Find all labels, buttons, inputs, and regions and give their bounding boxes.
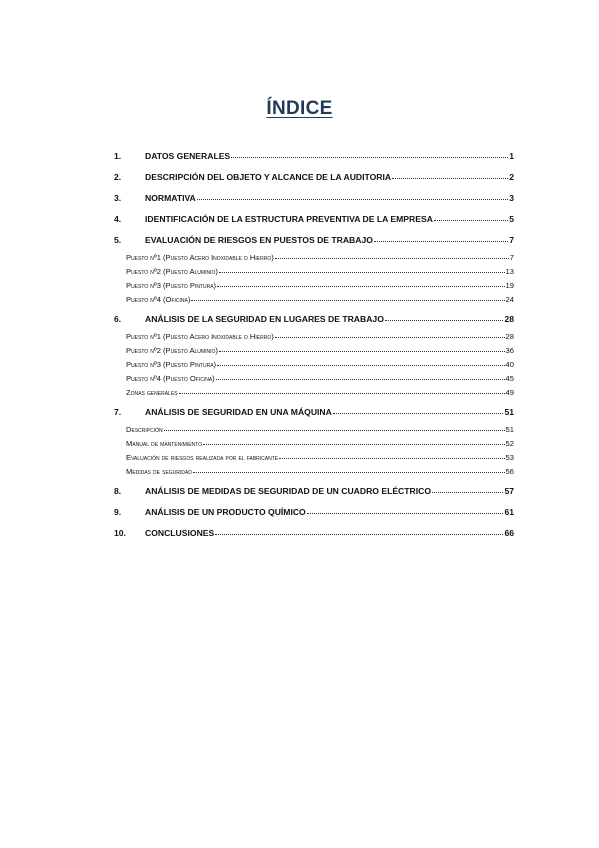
- dot-leader: [392, 177, 508, 179]
- toc-entry-label: IDENTIFICACIÓN DE LA ESTRUCTURA PREVENTIVA DE LA EMPRESA: [145, 214, 433, 224]
- toc-subentry-page: 53: [505, 453, 514, 462]
- toc-subentry-label: Evaluación de riesgos realizada por el fabricante: [126, 453, 279, 462]
- dot-leader: [432, 491, 503, 493]
- toc-subentry[interactable]: [126, 423, 514, 437]
- dot-leader: [193, 471, 505, 473]
- toc-subentry-page: 19: [505, 281, 514, 290]
- dot-leader: [374, 240, 508, 242]
- dot-leader: [215, 533, 503, 535]
- toc-entry-label: ANÁLISIS DE MEDIDAS DE SEGURIDAD DE UN CUADRO ELÉCTRICO: [145, 486, 431, 496]
- toc-subentry-page: 36: [505, 346, 514, 355]
- dot-leader: [219, 350, 505, 352]
- toc-subentry[interactable]: [126, 465, 514, 479]
- toc-entry-label: ANÁLISIS DE LA SEGURIDAD EN LUGARES DE TRABAJO: [145, 314, 384, 324]
- toc-entry-label: ANÁLISIS DE SEGURIDAD EN UNA MÁQUINA: [145, 407, 332, 417]
- toc-subentry-page: 45: [505, 374, 514, 383]
- toc-subentry-label: Manual de mantenimiento: [126, 439, 203, 448]
- toc-entry-page: 61: [504, 507, 514, 517]
- toc-subentry[interactable]: [126, 386, 514, 400]
- toc-subentries: [114, 251, 514, 307]
- toc-entry-number: 10.: [114, 528, 126, 538]
- toc-subentry-page: 40: [505, 360, 514, 369]
- toc-subentry[interactable]: [126, 251, 514, 265]
- toc-subentry-label: Medidas de seguridad: [126, 467, 192, 476]
- toc-subentry-label: Descripción: [126, 425, 163, 434]
- toc-entry-page: 5: [509, 214, 514, 224]
- toc-entry-label: EVALUACIÓN DE RIESGOS EN PUESTOS DE TRABAJO: [145, 235, 373, 245]
- dot-leader: [217, 364, 504, 366]
- toc-entry-number: 5.: [114, 235, 122, 245]
- table-of-contents: [114, 148, 514, 546]
- toc-entry-number: 1.: [114, 151, 122, 161]
- dot-leader: [231, 156, 508, 158]
- toc-entry-number: 6.: [114, 314, 122, 324]
- toc-subentry-page: 52: [505, 439, 514, 448]
- toc-entry-number: 4.: [114, 214, 122, 224]
- toc-subentry-label: Puesto nº1 (Puesto Acero Inoxidable o Hierro): [126, 253, 274, 262]
- toc-subentry-label: Puesto nº2 (Puesto Aluminio): [126, 346, 218, 355]
- toc-entry[interactable]: [114, 211, 514, 232]
- toc-subentry[interactable]: [126, 344, 514, 358]
- toc-entry[interactable]: [114, 169, 514, 190]
- toc-entry-page: 2: [509, 172, 514, 182]
- toc-entry[interactable]: [114, 525, 514, 546]
- index-title: ÍNDICE: [266, 98, 333, 119]
- toc-entry-number: 2.: [114, 172, 122, 182]
- toc-entry[interactable]: [114, 232, 514, 251]
- toc-entry-label: NORMATIVA: [145, 193, 196, 203]
- toc-subentry-page: 7: [509, 253, 514, 262]
- dot-leader: [275, 336, 505, 338]
- toc-subentry[interactable]: [126, 330, 514, 344]
- dot-leader: [179, 392, 505, 394]
- dot-leader: [216, 378, 505, 380]
- toc-entry[interactable]: [114, 148, 514, 169]
- toc-entry-label: DESCRIPCIÓN DEL OBJETO Y ALCANCE DE LA AUDITORIA: [145, 172, 392, 182]
- toc-subentry-page: 28: [505, 332, 514, 341]
- toc-subentry[interactable]: [126, 372, 514, 386]
- dot-leader: [203, 443, 505, 445]
- toc-subentry-label: Puesto nº3 (Puesto Pintura): [126, 281, 217, 290]
- toc-subentry[interactable]: [126, 437, 514, 451]
- toc-subentry-label: Zonas generales: [126, 388, 178, 397]
- toc-subentry-page: 49: [505, 388, 514, 397]
- toc-subentry-page: 24: [505, 295, 514, 304]
- dot-leader: [164, 429, 505, 431]
- dot-leader: [197, 198, 508, 200]
- dot-leader: [217, 285, 504, 287]
- toc-entry-label: CONCLUSIONES: [145, 528, 215, 538]
- toc-subentries: [114, 423, 514, 479]
- toc-entry-page: 57: [504, 486, 514, 496]
- dot-leader: [333, 412, 504, 414]
- toc-entry-page: 3: [509, 193, 514, 203]
- dot-leader: [385, 319, 504, 321]
- toc-subentries: [114, 330, 514, 400]
- toc-subentry-label: Puesto nº4 (Oficina): [126, 295, 191, 304]
- toc-subentry[interactable]: [126, 358, 514, 372]
- toc-entry-label: ANÁLISIS DE UN PRODUCTO QUÍMICO: [145, 507, 306, 517]
- dot-leader: [279, 457, 504, 459]
- toc-entry[interactable]: [114, 504, 514, 525]
- dot-leader: [307, 512, 504, 514]
- toc-entry-page: 28: [504, 314, 514, 324]
- dot-leader: [275, 257, 509, 259]
- toc-entry[interactable]: [114, 190, 514, 211]
- toc-entry-page: 51: [504, 407, 514, 417]
- toc-subentry-label: Puesto nº3 (Puesto Pintura): [126, 360, 217, 369]
- toc-subentry-label: Puesto nº4 (Puesto Oficina): [126, 374, 215, 383]
- toc-subentry-page: 13: [505, 267, 514, 276]
- toc-subentry[interactable]: [126, 451, 514, 465]
- toc-subentry-label: Puesto nº2 (Puesto Aluminio): [126, 267, 218, 276]
- toc-entry-number: 9.: [114, 507, 122, 517]
- dot-leader: [434, 219, 508, 221]
- dot-leader: [191, 299, 504, 301]
- toc-entry-label: DATOS GENERALES: [145, 151, 231, 161]
- toc-subentry[interactable]: [126, 279, 514, 293]
- toc-entry[interactable]: [114, 311, 514, 330]
- toc-entry[interactable]: [114, 483, 514, 504]
- toc-subentry-page: 56: [505, 467, 514, 476]
- toc-entry-number: 3.: [114, 193, 122, 203]
- toc-entry[interactable]: [114, 404, 514, 423]
- toc-subentry[interactable]: [126, 265, 514, 279]
- toc-entry-number: 7.: [114, 407, 122, 417]
- toc-entry-page: 66: [504, 528, 514, 538]
- toc-entry-page: 1: [509, 151, 514, 161]
- toc-subentry-page: 51: [505, 425, 514, 434]
- toc-subentry-label: Puesto nº1 (Puesto Acero Inoxidable o Hierro): [126, 332, 274, 341]
- toc-entry-number: 8.: [114, 486, 122, 496]
- dot-leader: [219, 271, 505, 273]
- toc-subentry[interactable]: [126, 293, 514, 307]
- toc-entry-page: 7: [509, 235, 514, 245]
